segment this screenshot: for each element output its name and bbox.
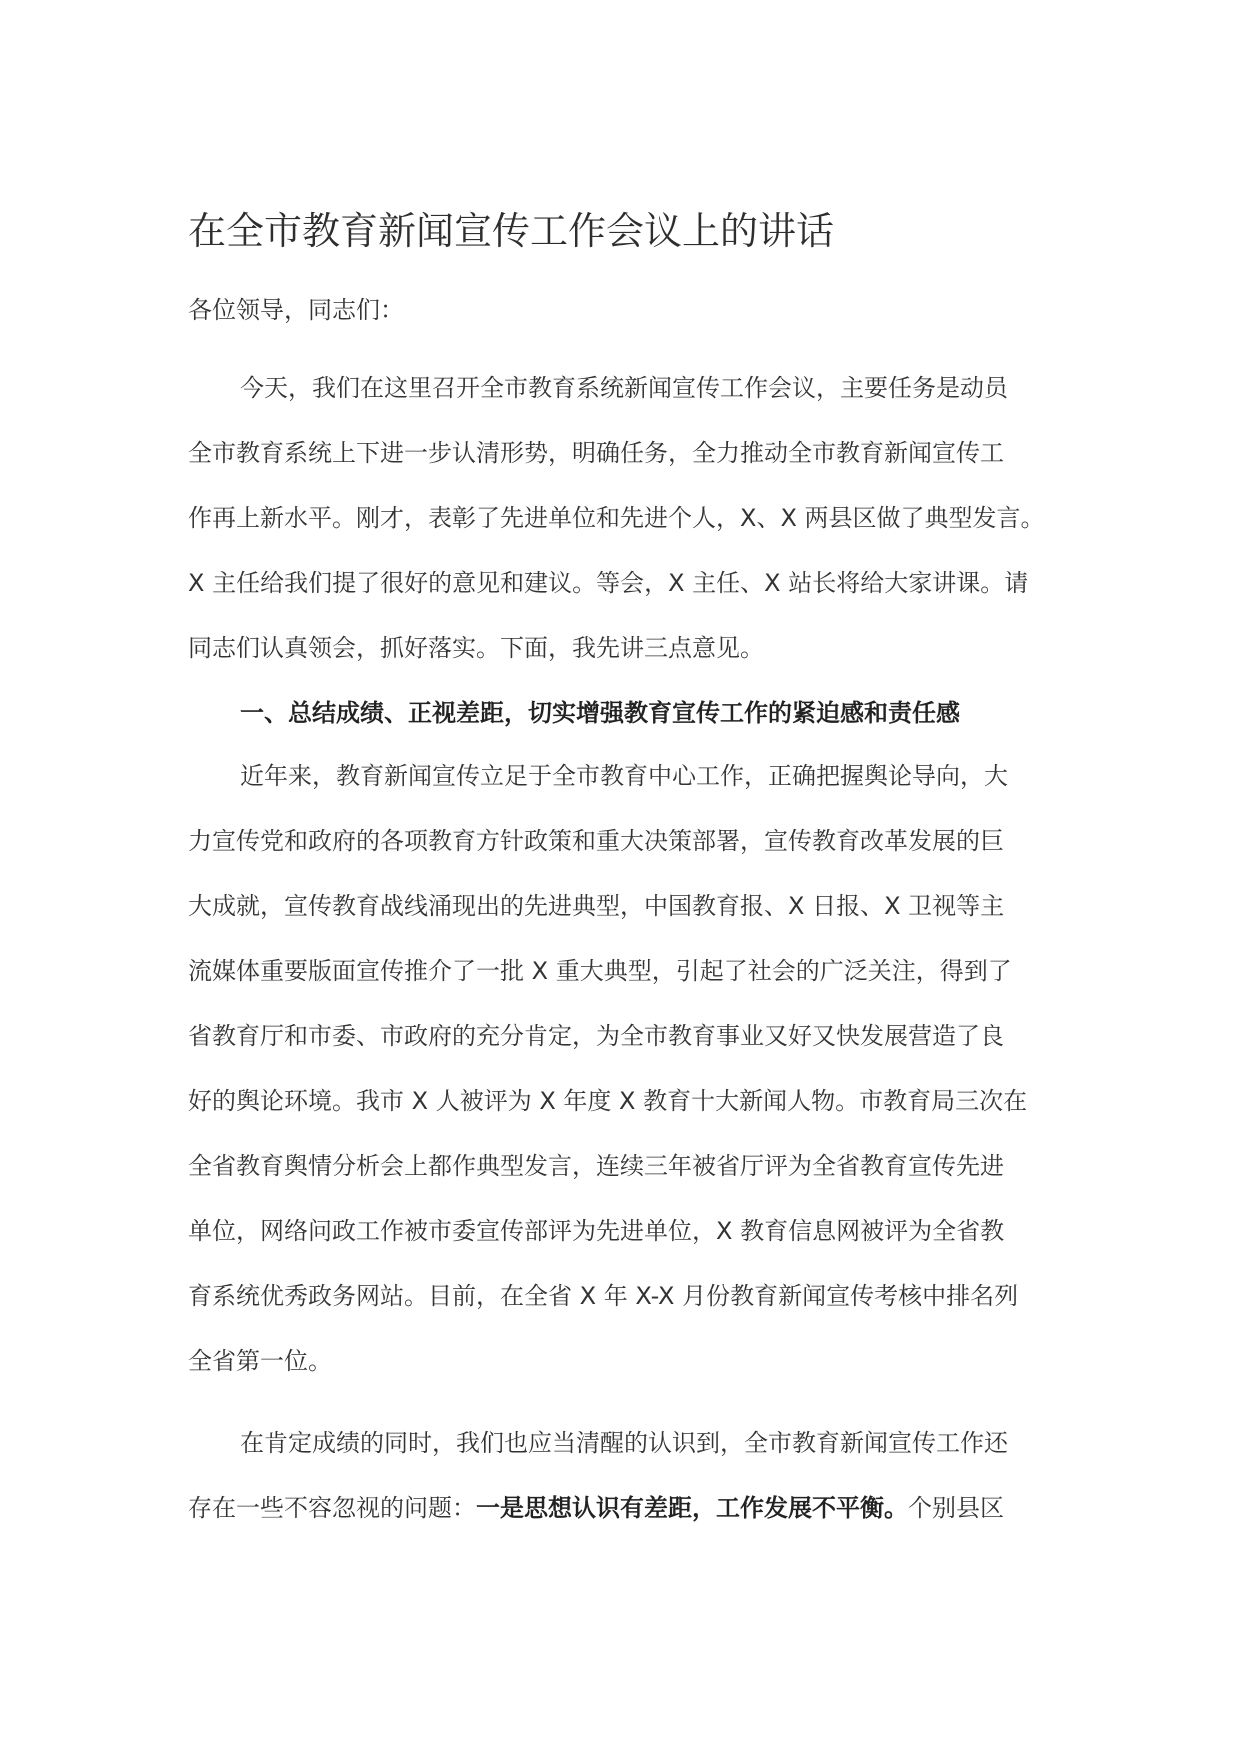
paragraph-3-text: 存在一些不容忽视的问题： [188,1494,476,1522]
paragraph-1-line: 作再上新水平。刚才，表彰了先进单位和先进个人，X、X 两县区做了典型发言。 [188,504,1045,532]
paragraph-3-line: 在肯定成绩的同时，我们也应当清醒的认识到，全市教育新闻宣传工作还 [240,1429,1008,1457]
paragraph-3-text: 个别县区 [908,1494,1004,1522]
paragraph-1-line: 全市教育系统上下进一步认清形势，明确任务，全力推动全市教育新闻宣传工 [188,439,1004,467]
paragraph-1-line: 今天，我们在这里召开全市教育系统新闻宣传工作会议，主要任务是动员 [240,374,1008,402]
paragraph-2-line: 全省教育舆情分析会上都作典型发言，连续三年被省厅评为全省教育宣传先进 [188,1152,1004,1180]
greeting: 各位领导，同志们： [188,296,404,324]
paragraph-2-line: 单位，网络问政工作被市委宣传部评为先进单位，X 教育信息网被评为全省教 [188,1217,1005,1245]
paragraph-1-line: 同志们认真领会，抓好落实。下面，我先讲三点意见。 [188,634,764,662]
paragraph-2-line: 大成就，宣传教育战线涌现出的先进典型，中国教育报、X 日报、X 卫视等主 [188,892,1005,920]
paragraph-2-line: 好的舆论环境。我市 X 人被评为 X 年度 X 教育十大新闻人物。市教育局三次在 [188,1087,1028,1115]
paragraph-2-line: 近年来，教育新闻宣传立足于全市教育中心工作，正确把握舆论导向，大 [240,762,1008,790]
paragraph-3-line [188,1492,1004,1524]
paragraph-2-line: 育系统优秀政务网站。目前，在全省 X 年 X-X 月份教育新闻宣传考核中排名列 [188,1282,1019,1310]
paragraph-1-line: X 主任给我们提了很好的意见和建议。等会，X 主任、X 站长将给大家讲课。请 [188,569,1029,597]
paragraph-2-line: 全省第一位。 [188,1347,332,1375]
section-heading: 一、总结成绩、正视差距，切实增强教育宣传工作的紧迫感和责任感 [240,699,960,727]
paragraph-3-bold-text: 一是思想认识有差距，工作发展不平衡。 [476,1494,908,1522]
paragraph-2-line: 力宣传党和政府的各项教育方针政策和重大决策部署，宣传教育改革发展的巨 [188,827,1004,855]
paragraph-2-line: 流媒体重要版面宣传推介了一批 X 重大典型，引起了社会的广泛关注，得到了 [188,957,1012,985]
document-title: 在全市教育新闻宣传工作会议上的讲话 [188,209,835,253]
paragraph-2-line: 省教育厅和市委、市政府的充分肯定，为全市教育事业又好又快发展营造了良 [188,1022,1004,1050]
